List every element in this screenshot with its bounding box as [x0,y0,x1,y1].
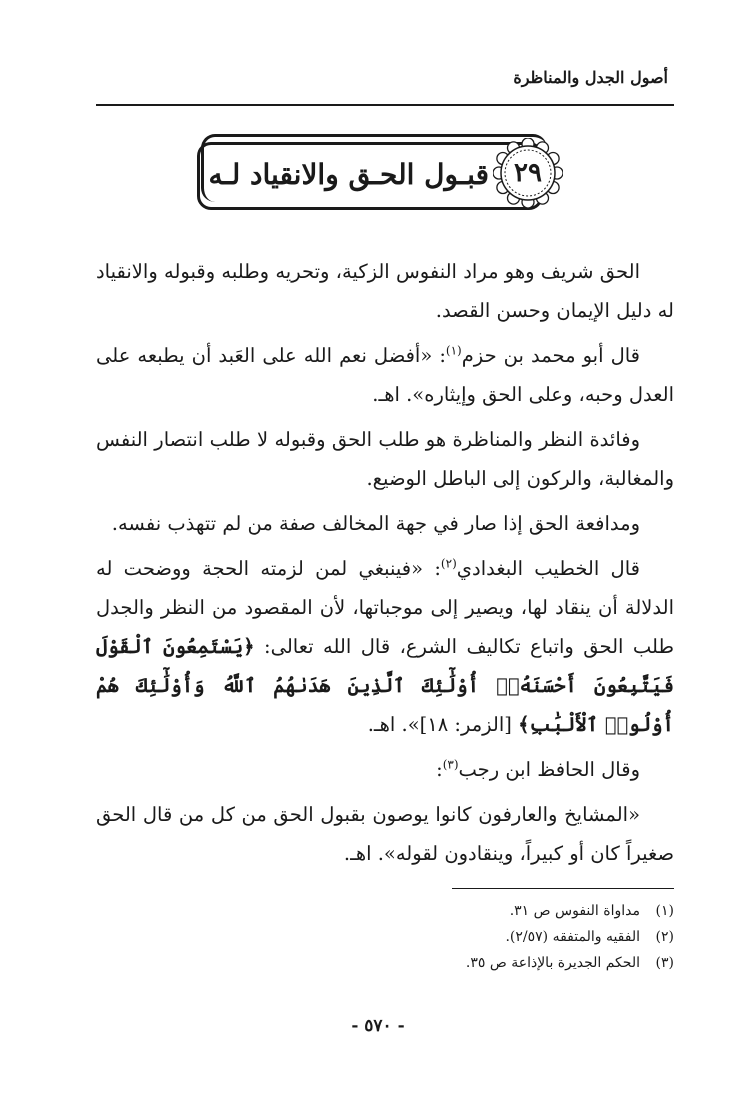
paragraph: الحق شريف وهو مراد النفوس الزكية، وتحريه وطلبه وقبوله والانقياد له دليل الإيمان وحسن القصد. [96,260,674,322]
paragraph-text: قال أبو محمد بن حزم [461,344,640,367]
footnote-item [466,950,674,976]
footnote-text: الحكم الجديرة بالإذاعة ص ٣٥. [465,955,640,971]
footnote-item [466,898,674,924]
paragraph: وفائدة النظر والمناظرة هو طلب الحق وقبوله لا طلب انتصار النفس والمغالبة، والركون إلى الباطل الوضيع. [96,428,674,490]
verse-citation: [الزمر: ١٨]». اهـ. [367,713,519,736]
footnote-item [466,924,674,950]
header-rule [96,104,674,106]
footnote-ref: (٢) [440,556,457,571]
paragraph-text: : «فينبغي لمن لزمته الحجة ووضحت له الدلالة أن ينقاد لها، ويصير إلى موجباتها، لأن المقصود من النظر والجدل طلب الحق واتباع تكاليف الشرع، قال الله تعالى: [96,557,674,658]
paragraph [96,750,674,789]
paragraph-text: وقال الحافظ ابن رجب [458,758,640,781]
quran-verse: ﴿يَسْتَمِعُونَ ٱلْقَوْلَ فَيَتَّبِعُونَ أَحْسَنَهُۥٓ أُوْلَٰٓئِكَ ٱلَّذِينَ هَدَىٰهُمُ ٱللَّهُ وَأُوْلَٰٓئِكَ هُمْ أُوْلُوا۟ ٱلْأَلْبَٰبِ﴾ [96,635,674,736]
footnote-rule [452,888,674,889]
footnote-ref: (١) [445,343,462,358]
paragraph-text: قال الخطيب البغدادي [456,557,640,580]
paragraph-text: : [436,758,443,781]
page-number: - ٥٧٠ - [351,1016,405,1036]
paragraph: «المشايخ والعارفون كانوا يوصون بقبول الحق من كل من قال الحق صغيراً كان أو كبيراً، وينقادون لقوله». اهـ. [96,803,674,865]
footnote-number: (٢) [655,929,674,945]
paragraph [96,336,674,414]
footnote-text: مداواة النفوس ص ٣١. [509,903,640,919]
chapter-title-box [193,134,559,212]
footnote-text: الفقيه والمتفقه (٢/٥٧). [505,929,640,945]
footnote-number: (٣) [655,955,674,971]
main-text [96,252,674,873]
running-head: أصول الجدل والمناظرة [513,68,668,87]
chapter-title: قبـول الحـق والانقياد لـه [208,158,489,191]
paragraph [96,549,674,744]
chapter-number: ٢٩ [514,158,542,188]
footnotes [466,898,674,976]
paragraph: ومدافعة الحق إذا صار في جهة المخالف صفة من لم تتهذب نفسه. [111,512,640,535]
footnote-ref: (٣) [442,757,459,772]
chapter-number-badge [493,138,563,208]
paragraph-text: : «أفضل نعم الله على العَبد أن يطبعه على العدل وحبه، وعلى الحق وإيثاره». اهـ. [96,344,674,406]
footnote-number: (١) [655,903,674,919]
